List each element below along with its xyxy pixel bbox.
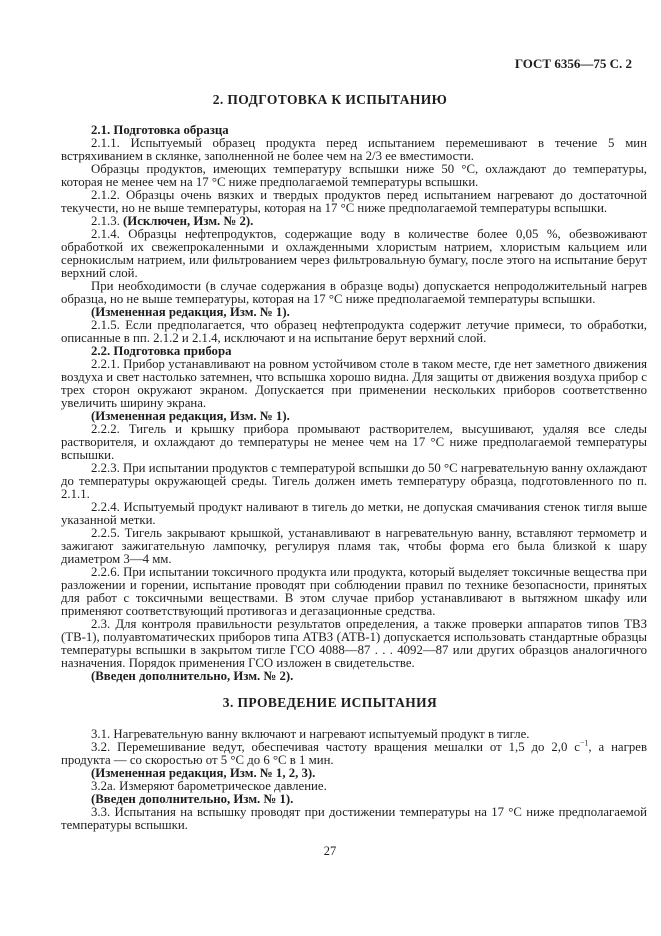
paragraph-2-1-3-excluded-note: (Исключен, Изм. № 2). — [123, 214, 254, 228]
superscript-exponent: −1 — [579, 738, 589, 748]
paragraph-3-2a: 3.2а. Измеряют барометрическое давление. — [91, 779, 327, 793]
section-3-heading: 3. ПРОВЕДЕНИЕ ИСПЫТАНИЯ — [222, 695, 438, 710]
section-2-heading: 2. ПОДГОТОВКА К ИСПЫТАНИЮ — [212, 92, 448, 107]
paragraph-2-2-5: 2.2.5. Тигель закрывают крышкой, устанавливают в нагревательную ванну, вставляют термометр и зажигают зажигательную лампочку, регулируя пламя так, чтобы форма его была близкой к шару диаметром 3—4 мм. — [61, 526, 647, 566]
running-header-text: ГОСТ 6356—75 С. 2 — [514, 56, 632, 71]
subsection-2-2-heading: 2.2. Подготовка прибора — [91, 344, 232, 358]
paragraph-3-2 — [61, 738, 647, 767]
paragraph-2-1-3-number: 2.1.3. — [91, 214, 123, 228]
paragraph-2-2-2: 2.2.2. Тигель и крышку прибора промывают растворителем, высушивают, удаляя все следы растворителя, и охлаждают до температуры не менее чем на 17 °С ниже предполагаемой температуры вспышки. — [61, 422, 647, 462]
paragraph-2-2-1: 2.2.1. Прибор устанавливают на ровном устойчивом столе в таком месте, где нет заметного движения воздуха и свет настолько затемнен, что вспышка хорошо видна. Для защиты от движения воздуха прибор с трех сторон окружают экраном. Допускается при применении нескольких приборов соответственно увеличить ширину экрана. — [61, 357, 647, 410]
paragraph-2-2-4: 2.2.4. Испытуемый продукт наливают в тигель до метки, не допуская смачивания стенок тигля выше указанной метки. — [61, 500, 647, 527]
amendment-note-3-2: (Измененная редакция, Изм. № 1, 2, 3). — [91, 766, 316, 780]
paragraph-sample-cooling: Образцы продуктов, имеющих температуру вспышки ниже 50 °С, охлаждают до температуры, которая не менее чем на 17 °С ниже предполагаемой температуры вспышки. — [61, 162, 647, 189]
amendment-note-3-2a: (Введен дополнительно, Изм. № 1). — [91, 792, 294, 806]
amendment-note-2-3: (Введен дополнительно, Изм. № 2). — [91, 669, 294, 683]
paragraph-2-2-3: 2.2.3. При испытании продуктов с температурой вспышки до 50 °С нагревательную ванну охлаждают до температуры окружающей среды. Тигель должен иметь температуру образца, подготовленного по п. 2.1.1. — [61, 461, 647, 501]
paragraph-2-1-1: 2.1.1. Испытуемый образец продукта перед испытанием перемешивают в течение 5 мин встряхиванием в склянке, заполненной не более чем на 2/3 ее вместимости. — [61, 136, 647, 163]
paragraph-3-2-text-continued: , а нагрев продукта — со скоростью от 5 °С до 6 °С в 1 мин. — [61, 740, 647, 767]
paragraph-3-2-text: 3.2. Перемешивание ведут, обеспечивая частоту вращения мешалки от 1,5 до 2,0 с — [91, 740, 580, 754]
paragraph-2-2-6: 2.2.6. При испытании токсичного продукта или продукта, который выделяет токсичные вещества при разложении и горении, испытание проводят при соблюдении правил по технике безопасности, принятых для работ с токсичными веществами. В этом случае прибор устанавливают в вытяжном шкафу или применяют соответствующий противогаз и дегазационные средства. — [61, 565, 647, 618]
paragraph-3-3: 3.3. Испытания на вспышку проводят при достижении температуры на 17 °С ниже предполагаемой температуры вспышки. — [61, 805, 647, 832]
amendment-note-2-1: (Измененная редакция, Изм. № 1). — [91, 305, 290, 319]
paragraph-2-1-2: 2.1.2. Образцы очень вязких и твердых продуктов перед испытанием нагревают до достаточной текучести, но не выше температуры, которая на 17 °С ниже предполагаемой температуры вспышки. — [61, 188, 647, 215]
amendment-note-2-2: (Измененная редакция, Изм. № 1). — [91, 409, 290, 423]
paragraph-2-1-5: 2.1.5. Если предполагается, что образец нефтепродукта содержит летучие примеси, то обработки, описанные в пп. 2.1.2 и 2.1.4, исключают и на испытание берут верхний слой. — [61, 318, 647, 345]
running-header — [61, 57, 647, 71]
subsection-2-1-heading: 2.1. Подготовка образца — [91, 123, 229, 137]
page-number: 27 — [323, 844, 337, 858]
paragraph-water-heating-note: При необходимости (в случае содержания в образце воды) допускается непродолжительный нагрев образца, но не выше температуры, которая на 17 °С ниже предполагаемой температуры вспышки. — [61, 279, 647, 306]
paragraph-2-3: 2.3. Для контроля правильности результатов определения, а также проверки аппаратов типов ТВЗ (ТВ-1), полуавтоматических приборов типа АТВЗ (АТВ-1) допускается использовать стандартные образцы температуры вспышки в закрытом тигле ГСО 4088—87 . . . 4092—87 или других образцов аналогичного назначения. Порядок применения ГСО изложен в свидетельстве. — [61, 617, 647, 670]
paragraph-3-1: 3.1. Нагревательную ванну включают и нагревают испытуемый продукт в тигле. — [91, 727, 530, 741]
paragraph-2-1-4: 2.1.4. Образцы нефтепродуктов, содержащие воду в количестве более 0,05 %, обезвоживают обработкой их свежепрокаленными и охлажденными хлористым натрием, хлористым кальцием или сернокислым натрием, или фильтрованием через фильтровальную бумагу, после этого на испытание берут верхний слой. — [61, 227, 647, 280]
